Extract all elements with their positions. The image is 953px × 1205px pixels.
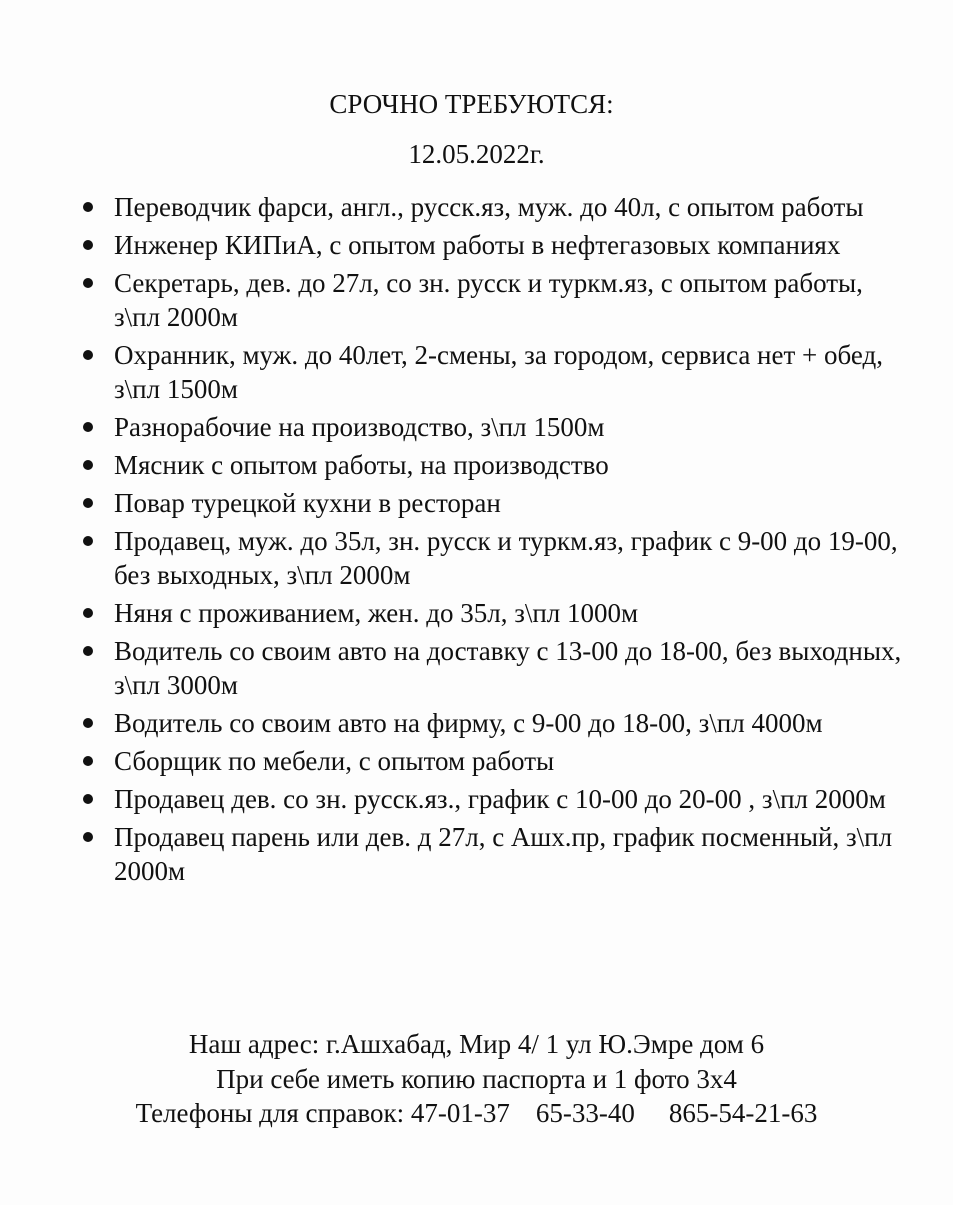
requirements-line: При себе иметь копию паспорта и 1 фото 3х4 — [216, 1063, 737, 1094]
bullet-icon — [83, 240, 93, 250]
vacancy-item — [114, 706, 904, 740]
vacancy-item — [114, 410, 904, 444]
document-date: 12.05.2022г. — [408, 139, 545, 169]
phone-number-2: 65-33-40 — [535, 1098, 635, 1128]
bullet-icon — [83, 718, 93, 728]
vacancy-text: Повар турецкой кухни в ресторан — [114, 488, 501, 518]
vacancy-text: Няня с проживанием, жен. до 35л, з\пл 1000м — [114, 598, 639, 628]
phone-number-3: 865-54-21-63 — [668, 1098, 818, 1128]
vacancy-item — [114, 448, 904, 482]
vacancy-item — [114, 596, 904, 630]
vacancy-text: Охранник, муж. до 40лет, 2-смены, за городом, сервиса нет + обед, з\пл 1500м — [114, 340, 884, 404]
vacancy-text: Секретарь, дев. до 27л, со зн. русск и туркм.яз, с опытом работы, з\пл 2000м — [114, 268, 863, 332]
vacancy-list — [114, 190, 904, 892]
vacancy-item — [114, 782, 904, 816]
vacancy-text: Инженер КИПиА, с опытом работы в нефтегазовых компаниях — [114, 230, 841, 260]
vacancy-text: Водитель со своим авто на доставку с 13-00 до 18-00, без выходных, з\пл 3000м — [114, 636, 902, 700]
bullet-icon — [83, 422, 93, 432]
vacancy-item — [114, 820, 904, 888]
bullet-icon — [83, 832, 93, 842]
bullet-icon — [83, 460, 93, 470]
vacancy-item — [114, 228, 904, 262]
bullet-icon — [83, 278, 93, 288]
phone-number-1: 47-01-37 — [410, 1098, 510, 1128]
address-line: Наш адрес: г.Ашхабад, Мир 4/ 1 ул Ю.Эмре дом 6 — [188, 1029, 765, 1059]
vacancy-text: Водитель со своим авто на фирму, с 9-00 до 18-00, з\пл 4000м — [114, 708, 823, 738]
bullet-icon — [83, 608, 93, 618]
vacancy-item — [114, 524, 904, 592]
bullet-icon — [83, 498, 93, 508]
vacancy-text: Разнорабочие на производство, з\пл 1500м — [114, 412, 605, 442]
contact-footer — [0, 1027, 953, 1131]
phones-line — [0, 1096, 953, 1131]
bullet-icon — [83, 794, 93, 804]
vacancy-item — [114, 744, 904, 778]
phones-label: Телефоны для справок: — [135, 1098, 405, 1128]
bullet-icon — [83, 202, 93, 212]
vacancy-item — [114, 634, 904, 702]
bullet-icon — [83, 756, 93, 766]
vacancy-item — [114, 190, 904, 224]
document-title: СРОЧНО ТРЕБУЮТСЯ: — [329, 89, 614, 119]
vacancy-item — [114, 338, 904, 406]
vacancy-text: Продавец, муж. до 35л, зн. русск и туркм.яз, график с 9-00 до 19-00, без выходных, з\пл 2000м — [114, 526, 898, 590]
bullet-icon — [83, 350, 93, 360]
vacancy-text: Продавец парень или дев. д 27л, с Ашх.пр, график посменный, з\пл 2000м — [114, 822, 893, 886]
vacancy-item — [114, 266, 904, 334]
vacancy-text: Переводчик фарси, англ., русск.яз, муж. до 40л, с опытом работы — [114, 192, 864, 222]
vacancy-text: Мясник с опытом работы, на производство — [114, 450, 609, 480]
vacancy-item — [114, 486, 904, 520]
vacancy-text: Сборщик по мебели, с опытом работы — [114, 746, 555, 776]
vacancy-text: Продавец дев. со зн. русск.яз., график с 10-00 до 20-00 , з\пл 2000м — [114, 784, 886, 814]
bullet-icon — [83, 536, 93, 546]
bullet-icon — [83, 646, 93, 656]
